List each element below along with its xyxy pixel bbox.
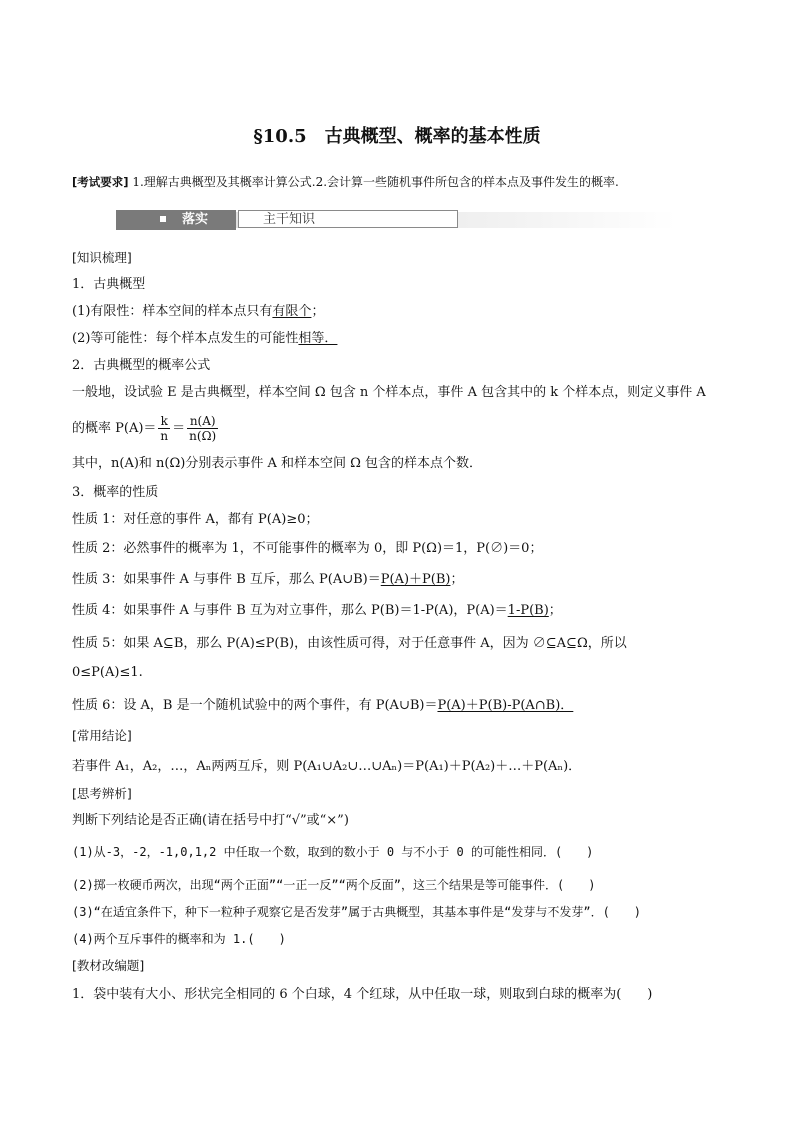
judgement-item-2: (2)掷一枚硬币两次，出现“两个正面”“一正一反”“两个反面”，这三个结果是等可能事件．( ) [72, 878, 596, 892]
property-5-continued: 0≤P(A)≤1. [72, 665, 143, 680]
square-bullet-icon [160, 216, 166, 222]
exam-requirement [72, 173, 619, 190]
answer-blank: P(A)＋P(B)-P(A∩B)． [437, 698, 574, 713]
judgement-item-4: (4)两个互斥事件的概率和为 1.( ) [72, 932, 286, 946]
fraction-k-over-n: $\frac{k}{n}$ [160, 414, 169, 443]
answer-blank: 1-P(B) [507, 603, 549, 618]
requirement-text: 1.理解古典概型及其概率计算公式.2.会计算一些随机事件所包含的样本点及事件发生的概率. [132, 175, 619, 189]
banner-light-tab: 主干知识 [238, 210, 458, 228]
answer-blank: 有限个 [272, 304, 312, 319]
judgement-item-3: (3)“在适宜条件下，种下一粒种子观察它是否发芽”属于古典概型，其基本事件是“发芽与不发芽”．( ) [72, 905, 642, 919]
page-title: §10.5 古典概型、概率的基本性质 [253, 126, 541, 147]
fraction-nA-over-nOmega: $\frac{n(A)}{n(\Omega)}$ [189, 414, 217, 443]
formula-explanation-line: 其中，n(A)和 n(Ω)分别表示事件 A 和样本空间 Ω 包含的样本点个数． [72, 456, 483, 471]
property-1: 性质 1：对任意的事件 A，都有 P(A)≥0； [72, 512, 319, 527]
heading-probability-formula: 2．古典概型的概率公式 [72, 358, 211, 373]
banner-dark-label: 落实 [182, 212, 209, 227]
property-6: 性质 6：设 A，B 是一个随机试验中的两个事件，有 P(A∪B)＝P(A)＋P(B)-P(A∩B)． [72, 698, 574, 713]
section-banner [116, 210, 676, 230]
property-5: 性质 5：如果 A⊆B，那么 P(A)≤P(B)，由该性质可得，对于任意事件 A，因为 ∅⊆A⊆Ω，所以 [72, 636, 627, 651]
heading-probability-properties: 3．概率的性质 [72, 485, 159, 500]
formula-intro-line: 一般地，设试验 E 是古典概型，样本空间 Ω 包含 n 个样本点，事件 A 包含其中的 k 个样本点，则定义事件 A [72, 385, 706, 400]
requirement-tag: [考试要求] [72, 175, 129, 189]
judgement-instruction: 判断下列结论是否正确(请在括号中打“√”或“×”) [72, 813, 349, 828]
section-label-reflection: [思考辨析] [72, 786, 132, 801]
exercise-1: 1．袋中装有大小、形状完全相同的 6 个白球，4 个红球，从中任取一球，则取到白球的概率为( ) [72, 987, 653, 1002]
answer-blank: 相等． [298, 331, 338, 346]
finiteness-line: (1)有限性：样本空间的样本点只有有限个； [72, 304, 325, 319]
answer-blank: P(A)＋P(B) [380, 572, 451, 587]
section-label-conclusions: [常用结论] [72, 728, 132, 743]
property-2: 性质 2：必然事件的概率为 1，不可能事件的概率为 0，即 P(Ω)＝1，P(∅)＝0； [72, 541, 543, 556]
heading-classical-model: 1．古典概型 [72, 277, 146, 292]
property-3: 性质 3：如果事件 A 与事件 B 互斥，那么 P(A∪B)＝P(A)＋P(B)； [72, 572, 464, 587]
section-label-textbook: [教材改编题] [72, 958, 145, 973]
property-4: 性质 4：如果事件 A 与事件 B 互为对立事件，那么 P(B)＝1-P(A)，P(A)＝1-P(B)； [72, 603, 562, 618]
equal-likelihood-line: (2)等可能性：每个样本点发生的可能性相等． [72, 331, 338, 346]
judgement-item-1: (1)从-3，-2，-1,0,1,2 中任取一个数，取到的数小于 0 与不小于 0 的可能性相同．( ) [72, 845, 594, 859]
section-label-knowledge: [知识梳理] [72, 250, 132, 265]
conclusion-line: 若事件 A₁，A₂，…，Aₙ两两互斥，则 P(A₁∪A₂∪…∪Aₙ)＝P(A₁)＋P(A₂)＋…＋P(Aₙ)． [72, 759, 582, 774]
banner-dark-tab [116, 210, 236, 230]
formula-line: 的概率 P(A)＝ $\frac{k}{n}$ ＝ $\frac{n(A)}{n(\Omega)}$ [72, 414, 217, 443]
